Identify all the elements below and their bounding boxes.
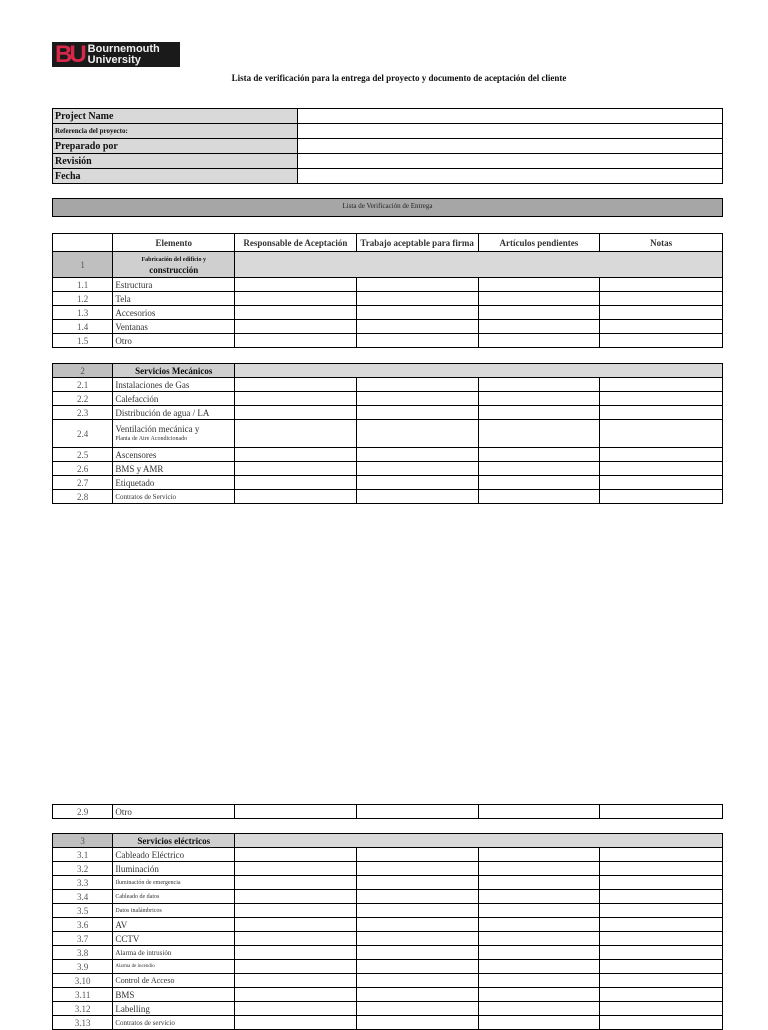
cell[interactable] [235, 278, 357, 292]
row-number: 3.2 [53, 862, 113, 876]
cell[interactable] [356, 378, 478, 392]
cell[interactable] [356, 320, 478, 334]
cell[interactable] [478, 932, 600, 946]
row-number: 3.3 [53, 876, 113, 890]
cell[interactable] [478, 904, 600, 918]
cell[interactable] [478, 890, 600, 904]
cell[interactable] [235, 932, 357, 946]
row-label: Ventanas [113, 320, 235, 334]
table-row [53, 960, 723, 974]
cell[interactable] [356, 848, 478, 862]
info-value-prepared-by[interactable] [298, 139, 723, 154]
section-fill [235, 834, 723, 848]
table-row [53, 862, 723, 876]
cell[interactable] [600, 392, 723, 406]
header-pending-items: Artículos pendientes [478, 234, 600, 252]
cell[interactable] [478, 1016, 600, 1030]
table-row [53, 1016, 723, 1030]
row-label: Cableado de datos [113, 890, 235, 904]
section-fill [235, 252, 723, 278]
row-label: Iluminación de emergencia [113, 876, 235, 890]
table-row [53, 848, 723, 862]
row-number: 2.9 [53, 805, 113, 819]
cell[interactable] [478, 278, 600, 292]
info-label-revision: Revisión [53, 154, 298, 169]
table-row [53, 306, 723, 320]
table-row [53, 334, 723, 348]
cell[interactable] [235, 306, 357, 320]
info-label-prepared-by: Preparado por [53, 139, 298, 154]
table-row [53, 406, 723, 420]
cell[interactable] [356, 805, 478, 819]
cell[interactable] [356, 960, 478, 974]
table-row [53, 320, 723, 334]
row-number: 2.1 [53, 378, 113, 392]
cell[interactable] [356, 876, 478, 890]
cell[interactable] [600, 306, 723, 320]
row-number: 3.5 [53, 904, 113, 918]
table-row [53, 278, 723, 292]
row-number: 2.5 [53, 448, 113, 462]
table-row [53, 1002, 723, 1016]
cell[interactable] [356, 462, 478, 476]
cell[interactable] [600, 378, 723, 392]
row-number: 1.3 [53, 306, 113, 320]
cell[interactable] [235, 292, 357, 306]
cell[interactable] [478, 988, 600, 1002]
cell[interactable] [478, 862, 600, 876]
cell[interactable] [356, 306, 478, 320]
cell[interactable] [600, 988, 723, 1002]
row-number: 3.4 [53, 890, 113, 904]
row-number: 3.9 [53, 960, 113, 974]
cell[interactable] [600, 960, 723, 974]
cell[interactable] [235, 918, 357, 932]
cell[interactable] [235, 406, 357, 420]
cell[interactable] [478, 805, 600, 819]
info-label-date: Fecha [53, 169, 298, 184]
cell[interactable] [600, 946, 723, 960]
row-label: BMS [113, 988, 235, 1002]
table-row [53, 988, 723, 1002]
info-value-project-name[interactable] [298, 109, 723, 124]
cell[interactable] [235, 448, 357, 462]
university-logo [52, 42, 180, 67]
section-fill [235, 364, 723, 378]
cell[interactable] [356, 974, 478, 988]
section-number: 3 [53, 834, 113, 848]
row-label-line-2: Planta de Aire Acondicionado [115, 435, 188, 442]
cell[interactable] [478, 306, 600, 320]
cell[interactable] [478, 490, 600, 504]
row-label: Cableado Eléctrico [113, 848, 235, 862]
cell[interactable] [600, 320, 723, 334]
row-label: Otro [113, 805, 235, 819]
table-row [53, 946, 723, 960]
info-label-project-name: Project Name [53, 109, 298, 124]
table-row [53, 476, 723, 490]
cell[interactable] [235, 946, 357, 960]
cell[interactable] [235, 334, 357, 348]
cell[interactable] [478, 1002, 600, 1016]
table-row [53, 890, 723, 904]
table-row [53, 448, 723, 462]
row-number: 1.1 [53, 278, 113, 292]
cell[interactable] [356, 278, 478, 292]
cell[interactable] [600, 406, 723, 420]
row-number: 3.12 [53, 1002, 113, 1016]
cell[interactable] [356, 1016, 478, 1030]
row-label: Estructura [113, 278, 235, 292]
row-number: 2.3 [53, 406, 113, 420]
row-label: Instalaciones de Gas [113, 378, 235, 392]
header-responsible: Responsable de Aceptación [235, 234, 357, 252]
row-label: Distribución de agua / LA [113, 406, 235, 420]
table-row [53, 805, 723, 819]
row-number: 2.2 [53, 392, 113, 406]
section-title-line-1: Fabricación del edificio y [141, 256, 206, 263]
logo-mark: BU [55, 41, 84, 68]
table-row [53, 974, 723, 988]
row-number: 3.8 [53, 946, 113, 960]
row-label: CCTV [113, 932, 235, 946]
cell[interactable] [356, 448, 478, 462]
row-label: Iluminación [113, 862, 235, 876]
row-label: Accesorios [113, 306, 235, 320]
cell[interactable] [600, 890, 723, 904]
table-row [53, 292, 723, 306]
row-label: Calefacción [113, 392, 235, 406]
cell[interactable] [235, 420, 357, 448]
checklist-section-3 [52, 833, 723, 1030]
cell[interactable] [356, 946, 478, 960]
info-label-reference: Referencia del proyecto: [53, 124, 298, 139]
checklist-section-2 [52, 363, 723, 504]
table-row [53, 462, 723, 476]
cell[interactable] [600, 334, 723, 348]
row-label: Etiquetado [113, 476, 235, 490]
header-acceptable-work: Trabajo aceptable para firma [356, 234, 478, 252]
row-label: Contratos de Servicio [113, 490, 235, 504]
cell[interactable] [356, 490, 478, 504]
row-number: 1.2 [53, 292, 113, 306]
cell[interactable] [356, 420, 478, 448]
header-number [53, 234, 113, 252]
cell[interactable] [478, 946, 600, 960]
cell[interactable] [356, 392, 478, 406]
cell[interactable] [600, 278, 723, 292]
cell[interactable] [235, 904, 357, 918]
cell[interactable] [356, 1002, 478, 1016]
cell[interactable] [356, 406, 478, 420]
cell[interactable] [356, 334, 478, 348]
info-value-revision[interactable] [298, 154, 723, 169]
cell[interactable] [600, 476, 723, 490]
logo-line-1: Bournemouth [87, 42, 160, 55]
row-number: 1.5 [53, 334, 113, 348]
info-value-date[interactable] [298, 169, 723, 184]
section-number: 2 [53, 364, 113, 378]
row-number: 2.4 [53, 420, 113, 448]
table-row [53, 918, 723, 932]
row-number: 3.6 [53, 918, 113, 932]
row-number: 2.8 [53, 490, 113, 504]
row-number: 2.6 [53, 462, 113, 476]
cell[interactable] [235, 320, 357, 334]
cell[interactable] [478, 406, 600, 420]
cell[interactable] [600, 292, 723, 306]
cell[interactable] [478, 292, 600, 306]
cell[interactable] [478, 320, 600, 334]
cell[interactable] [478, 960, 600, 974]
cell[interactable] [235, 490, 357, 504]
cell[interactable] [235, 1016, 357, 1030]
checklist-section-1 [52, 233, 723, 348]
cell[interactable] [478, 974, 600, 988]
table-row [53, 420, 723, 448]
cell[interactable] [356, 890, 478, 904]
cell[interactable] [235, 378, 357, 392]
cell[interactable] [600, 448, 723, 462]
row-number: 2.7 [53, 476, 113, 490]
cell[interactable] [235, 805, 357, 819]
checklist-banner: Lista de Verificación de Entrega [52, 198, 723, 217]
table-row [53, 876, 723, 890]
row-label: Otro [113, 334, 235, 348]
row-number: 3.1 [53, 848, 113, 862]
cell[interactable] [235, 476, 357, 490]
section-title-line-2: construcción [149, 264, 199, 275]
row-label: Alarma de incendio [113, 960, 235, 974]
cell[interactable] [600, 420, 723, 448]
cell[interactable] [478, 462, 600, 476]
cell[interactable] [600, 490, 723, 504]
checklist-row-2-9 [52, 804, 723, 819]
header-element: Elemento [113, 234, 235, 252]
cell[interactable] [235, 960, 357, 974]
cell[interactable] [478, 392, 600, 406]
cell[interactable] [478, 448, 600, 462]
row-label-line-1: Ventilación mecánica y [115, 423, 200, 434]
cell[interactable] [235, 974, 357, 988]
section-title: Servicios eléctricos [113, 834, 235, 848]
cell[interactable] [600, 876, 723, 890]
row-label: AV [113, 918, 235, 932]
cell[interactable] [235, 462, 357, 476]
cell[interactable] [478, 848, 600, 862]
cell[interactable] [235, 392, 357, 406]
cell[interactable] [478, 876, 600, 890]
project-info-table [52, 108, 723, 184]
table-row [53, 932, 723, 946]
cell[interactable] [478, 918, 600, 932]
cell[interactable] [478, 378, 600, 392]
cell[interactable] [356, 476, 478, 490]
row-label: Tela [113, 292, 235, 306]
cell[interactable] [478, 476, 600, 490]
cell[interactable] [600, 462, 723, 476]
table-row [53, 392, 723, 406]
info-value-reference[interactable] [298, 124, 723, 139]
cell[interactable] [356, 904, 478, 918]
row-label: BMS y AMR [113, 462, 235, 476]
cell[interactable] [356, 988, 478, 1002]
row-label: Control de Acceso [113, 974, 235, 988]
cell[interactable] [356, 918, 478, 932]
row-number: 1.4 [53, 320, 113, 334]
cell[interactable] [356, 862, 478, 876]
cell[interactable] [600, 862, 723, 876]
cell[interactable] [600, 1002, 723, 1016]
row-label: Alarma de intrusión [113, 946, 235, 960]
cell[interactable] [235, 988, 357, 1002]
row-label: Contratos de servicio [113, 1016, 235, 1030]
logo-line-2: University [87, 53, 141, 66]
document-title: Lista de verificación para la entrega del proyecto y documento de aceptación del cliente [231, 73, 567, 83]
section-number: 1 [53, 252, 113, 278]
cell[interactable] [478, 334, 600, 348]
cell[interactable] [235, 862, 357, 876]
cell[interactable] [235, 876, 357, 890]
row-label: Labelling [113, 1002, 235, 1016]
section-title [113, 252, 235, 278]
cell[interactable] [356, 932, 478, 946]
row-number: 3.7 [53, 932, 113, 946]
cell[interactable] [600, 932, 723, 946]
table-row [53, 490, 723, 504]
cell[interactable] [356, 292, 478, 306]
row-number: 3.13 [53, 1016, 113, 1030]
header-notes: Notas [600, 234, 723, 252]
cell[interactable] [235, 848, 357, 862]
table-row [53, 378, 723, 392]
row-number: 3.10 [53, 974, 113, 988]
row-label [113, 420, 235, 448]
row-label: Datos inalámbricos [113, 904, 235, 918]
cell[interactable] [478, 420, 600, 448]
cell[interactable] [235, 1002, 357, 1016]
row-number: 3.11 [53, 988, 113, 1002]
row-label: Ascensores [113, 448, 235, 462]
section-title: Servicios Mecánicos [113, 364, 235, 378]
cell[interactable] [600, 918, 723, 932]
table-row [53, 904, 723, 918]
cell[interactable] [600, 904, 723, 918]
cell[interactable] [600, 805, 723, 819]
cell[interactable] [600, 1016, 723, 1030]
cell[interactable] [235, 890, 357, 904]
cell[interactable] [600, 848, 723, 862]
cell[interactable] [600, 974, 723, 988]
